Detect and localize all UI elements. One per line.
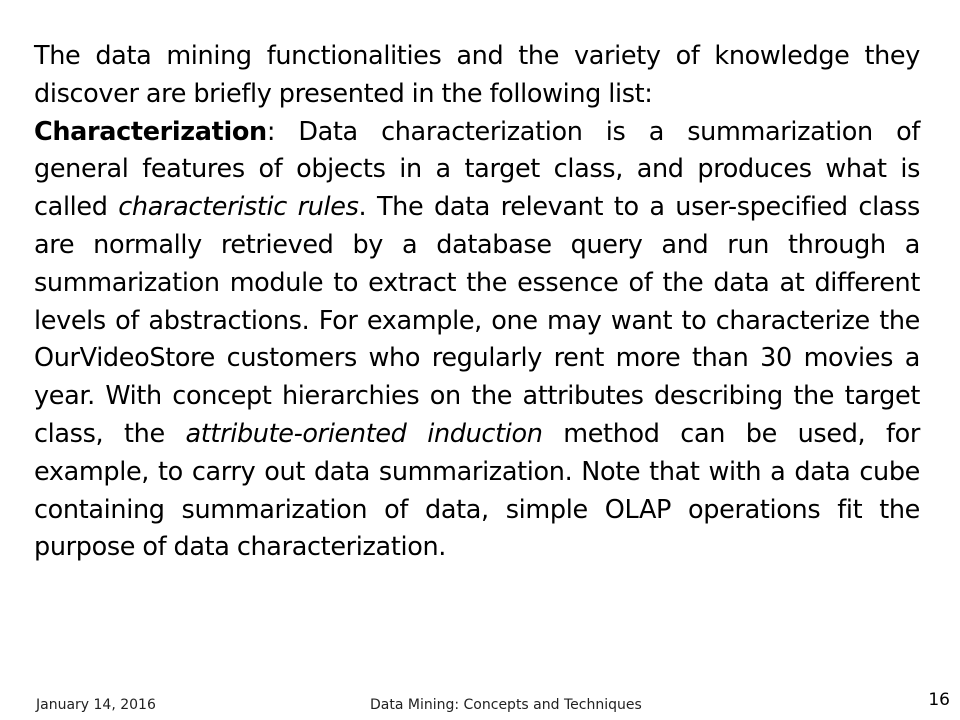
characterization-term: Characterization xyxy=(34,116,267,147)
characterization-text-3: method can be used, for example, to carry out data summarization. Note that with a data cube containing summarization of data, simple OLAP operations fit the purpose of data characterization. xyxy=(34,418,920,563)
slide-body xyxy=(34,38,920,567)
characterization-paragraph xyxy=(34,114,920,568)
characterization-text-2: . The data relevant to a user-specified class are normally retrieved by a database query and run through a summarization module to extract the essence of the data at different levels of abstractions. For example, one may want to characterize the OurVideoStore customers who regularly rent more than 30 movies a year. With concept hierarchies on the attributes describing the target class, the xyxy=(34,192,920,449)
intro-paragraph: The data mining functionalities and the variety of knowledge they discover are briefly presented in the following list: xyxy=(34,41,920,109)
footer-date: January 14, 2016 xyxy=(36,697,156,713)
term-colon: : xyxy=(266,116,299,147)
characterization-text-1: Data characterization is a summarization of general features of objects in a target class, and produces what is called xyxy=(34,116,920,223)
characteristic-rules-italic: characteristic rules xyxy=(118,192,359,223)
attribute-oriented-induction-italic: attribute-oriented induction xyxy=(185,418,543,449)
footer-title: Data Mining: Concepts and Techniques xyxy=(370,697,642,713)
page-number: 16 xyxy=(928,690,950,710)
